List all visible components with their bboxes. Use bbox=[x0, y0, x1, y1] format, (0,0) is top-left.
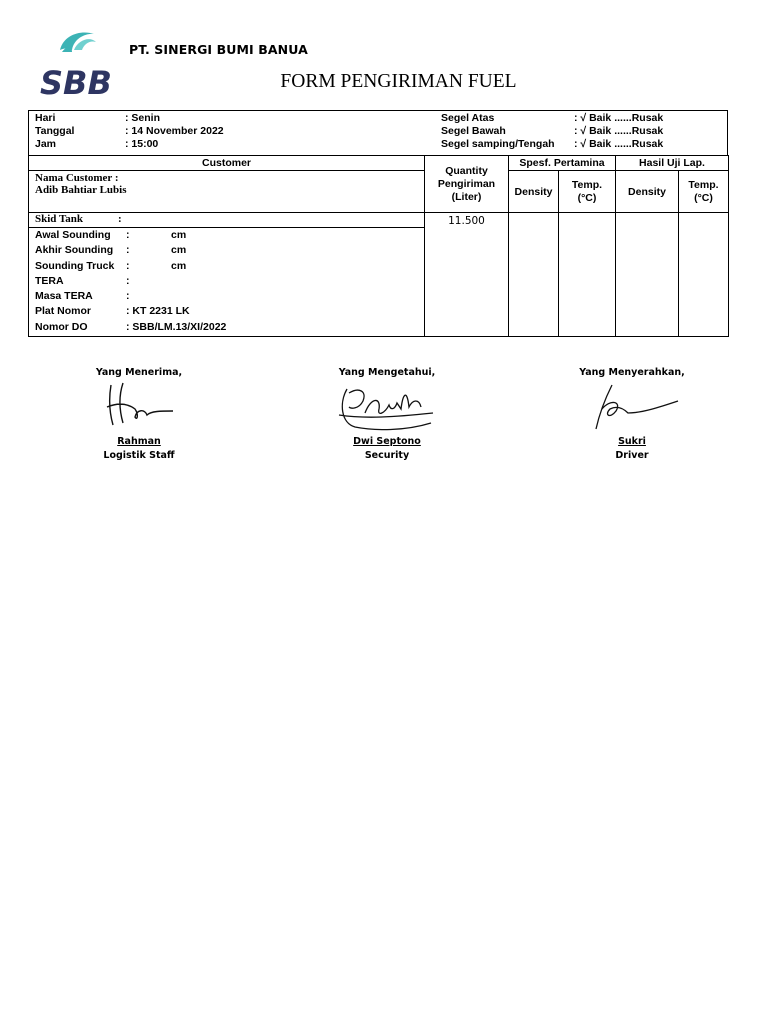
logo-text: SBB bbox=[40, 64, 112, 98]
signature-name: Sukri bbox=[618, 436, 646, 447]
quantity-value: 11.500 bbox=[425, 213, 509, 337]
spesf-temp-value bbox=[559, 213, 616, 337]
signature-role: Logistik Staff bbox=[103, 450, 175, 461]
customer-cell bbox=[29, 171, 425, 213]
signature-name: Dwi Septono bbox=[353, 436, 421, 447]
skid-tank-label: Skid Tank bbox=[35, 213, 84, 225]
hasil-density-value bbox=[616, 213, 679, 337]
signature-name: Rahman bbox=[117, 436, 161, 447]
fuel-delivery-table bbox=[28, 155, 729, 337]
detail-row-awal-sounding: Awal Sounding : cm bbox=[35, 229, 187, 241]
form-title: FORM PENGIRIMAN FUEL bbox=[280, 71, 517, 92]
signature-drawing bbox=[101, 379, 181, 434]
detail-row-masa-tera: Masa TERA : bbox=[35, 290, 130, 303]
signature-role: Driver bbox=[615, 450, 649, 461]
signature-heading: Yang Menerima, bbox=[95, 367, 183, 378]
hasil-temp-header: Temp. (°C) bbox=[679, 171, 729, 213]
detail-row-sounding-truck: Sounding Truck : cm bbox=[35, 259, 187, 272]
detail-row-nomor-do: Nomor DO : SBB/LM.13/XI/2022 bbox=[35, 320, 227, 333]
hasil-temp-value bbox=[679, 213, 729, 337]
hasil-uji-header: Hasil Uji Lap. bbox=[616, 156, 729, 171]
signature-block-receiver bbox=[39, 367, 239, 467]
spesf-pertamina-header: Spesf. Pertamina bbox=[509, 156, 616, 171]
spesf-temp-header: Temp. (°C) bbox=[559, 171, 616, 213]
customer-label: Nama Customer : bbox=[35, 172, 119, 184]
detail-row-akhir-sounding: Akhir Sounding : cm bbox=[35, 244, 187, 257]
hasil-density-header: Density bbox=[616, 171, 679, 213]
detail-row-plat-nomor: Plat Nomor : KT 2231 LK bbox=[35, 305, 190, 318]
signature-drawing bbox=[588, 379, 684, 434]
signature-drawing bbox=[335, 379, 439, 437]
signature-heading: Yang Mengetahui, bbox=[338, 367, 436, 378]
details-list bbox=[29, 228, 424, 336]
spesf-density-header: Density bbox=[509, 171, 559, 213]
quantity-header: Quantity Pengiriman (Liter) bbox=[425, 156, 509, 213]
signature-heading: Yang Menyerahkan, bbox=[579, 367, 685, 378]
skid-tank-row: Skid Tank : bbox=[29, 213, 424, 228]
spesf-density-value bbox=[509, 213, 559, 337]
signature-block-sender bbox=[532, 367, 732, 467]
header-info-box: Hari : Senin Tanggal : 14 November 2022 Jam : 15:00 Segel Atas : √ Baik ......Rusak Segel Bawah : √ Baik ......Rusak Segel samping/Tengah : √ Baik ......Rusak bbox=[28, 110, 728, 155]
details-cell bbox=[29, 213, 425, 337]
signature-block-witness bbox=[287, 367, 487, 467]
company-name: PT. SINERGI BUMI BANUA bbox=[129, 42, 308, 57]
signature-role: Security bbox=[364, 450, 410, 461]
detail-row-tera: TERA : bbox=[35, 274, 130, 287]
customer-header: Customer bbox=[29, 156, 425, 171]
customer-name: Adib Bahtiar Lubis bbox=[35, 184, 127, 196]
